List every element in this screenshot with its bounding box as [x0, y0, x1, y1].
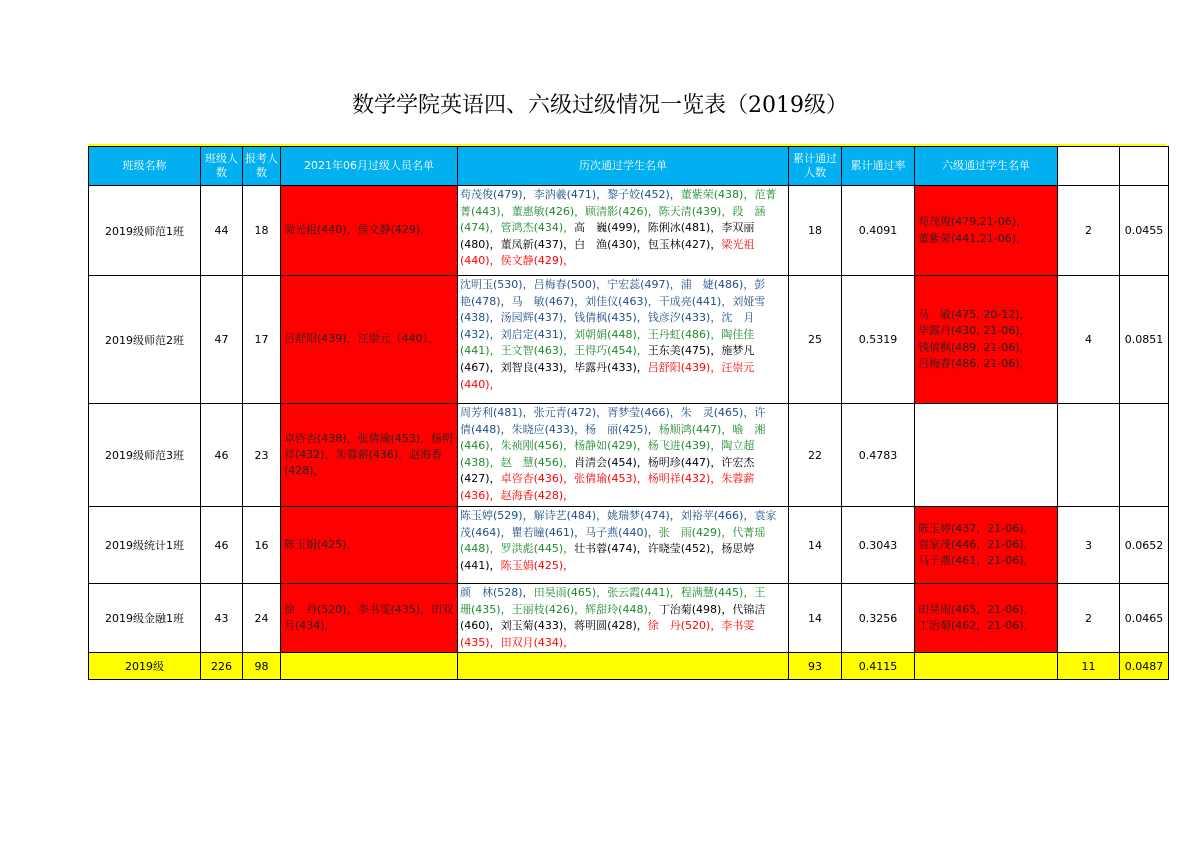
cet6-rate-cell: 0.0851	[1120, 276, 1169, 404]
history-pass-list-cell	[458, 186, 789, 276]
total-name-cell: 2019级	[89, 653, 201, 680]
table-row	[89, 276, 1169, 404]
cet6-rate-cell	[1120, 404, 1169, 507]
cet6-name-line: 董紫荣(441,21-06)，	[918, 231, 1028, 245]
cet6-count-cell: 3	[1058, 507, 1120, 584]
total-rate-cell: 0.4115	[842, 653, 915, 680]
total-row	[89, 653, 1169, 680]
passed-count-cell: 25	[789, 276, 842, 404]
cet6-pass-list-cell	[915, 404, 1058, 507]
header-blank-2	[1120, 147, 1169, 186]
cet6-name-line: 马子燕(461，21-06)，	[918, 554, 1035, 568]
pass-rate-cell: 0.3256	[842, 584, 915, 653]
passed-count-cell: 22	[789, 404, 842, 507]
history-pass-list-cell	[458, 507, 789, 584]
class-name-cell: 2019级师范3班	[89, 404, 201, 507]
table-row	[89, 584, 1169, 653]
applied-count-cell: 17	[243, 276, 281, 404]
history-name-segment: 沈明玉(530)，吕梅春(500)，宁宏蕊(497)，浦 婕(486)，彭 艳(478)，马 敏(467)，刘佳仪(463)，干成亮(441)，刘娅雪(438)，汤园辉(437)，钱倩枫(435)，钱彦汐(433)，沈 月(432)，刘启定(431)，	[460, 278, 777, 341]
cet6-pass-list-cell	[915, 276, 1058, 404]
header-blank-1	[1058, 147, 1120, 186]
cet6-count-cell: 4	[1058, 276, 1120, 404]
cet6-count-cell: 2	[1058, 186, 1120, 276]
history-name-segment: 田昊雨(465)，张云霞(441)，程满慧(445)，王 珊(435)，王丽枝(426)，辉甜玲(448)，	[460, 586, 777, 616]
applied-count-cell: 18	[243, 186, 281, 276]
cet6-pass-list-cell	[915, 584, 1058, 653]
history-name-segment: 壮书蓉(474)，许晓莹(452)，杨思婷(441)，	[460, 542, 755, 572]
total-six-cell	[915, 653, 1058, 680]
passed-count-cell: 14	[789, 584, 842, 653]
applied-count-cell: 24	[243, 584, 281, 653]
cet6-name-line: 苟茂俊(479,21-06)，	[918, 215, 1028, 229]
history-name-segment: 杨顺鸿(447)，喻 湘(446)，朱祯刚(456)，杨静如(429)，杨飞进(439)，陶立超(438)，赵 慧(456)，	[460, 422, 766, 469]
history-name-segment: 徐 丹(520)，李书雯(435)，田双月(434)，	[460, 619, 755, 649]
history-name-segment: 梁光祖(440)，侯文静(429)，	[460, 237, 755, 268]
history-name-segment: 张 雨(429)，代菁瑶(448)，罗洪彪(445)，	[460, 525, 766, 556]
class-size-cell: 46	[201, 404, 243, 507]
class-size-cell: 46	[201, 507, 243, 584]
class-size-cell: 43	[201, 584, 243, 653]
applied-count-cell: 23	[243, 404, 281, 507]
history-name-segment: 王东美(475)，施梦凡(467)，刘智良(433)，毕露丹(433)，	[460, 344, 755, 374]
history-pass-list-cell	[458, 404, 789, 507]
history-name-segment: 卓咨杏(436)，张倩瑜(453)，杨明祥(432)，朱蓉薪(436)，赵海香(428)，	[460, 472, 755, 502]
class-size-cell: 44	[201, 186, 243, 276]
total-applied-cell: 98	[243, 653, 281, 680]
table-row	[89, 186, 1169, 276]
cet6-name-line: 丁治菊(462，21-06)，	[918, 619, 1035, 633]
pass-rate-cell: 0.5319	[842, 276, 915, 404]
cet6-rate-cell: 0.0465	[1120, 584, 1169, 653]
total-passed-cell: 93	[789, 653, 842, 680]
class-name-cell: 2019级师范1班	[89, 186, 201, 276]
passed-count-cell: 18	[789, 186, 842, 276]
table-row	[89, 404, 1169, 507]
table-row	[89, 507, 1169, 584]
history-pass-list-cell	[458, 584, 789, 653]
cet6-rate-cell: 0.0455	[1120, 186, 1169, 276]
total-size-cell: 226	[201, 653, 243, 680]
pass-rate-cell: 0.3043	[842, 507, 915, 584]
history-pass-list-cell	[458, 276, 789, 404]
history-name-segment: 苟茂俊(479)，李汭羲(471)，黎子姣(452)，	[460, 188, 681, 201]
history-name-segment: 丁治菊(498)，代锦洁(460)，刘玉菊(433)，蒋明圆(428)，	[460, 602, 766, 633]
page-title: 数学学院英语四、六级过级情况一览表（2019级）	[352, 93, 848, 118]
june-pass-list-cell: 卓咨杏(438)，张倩瑜(453)，杨明祥(432)，朱蓉薪(436)，赵海香(428)，	[281, 404, 458, 507]
history-name-segment: 周芳利(481)，张元青(472)，胥梦莹(466)，朱 灵(465)，许 倩(448)，朱晓应(433)，杨 丽(425)，	[460, 406, 777, 436]
history-name-segment: 陈玉娟(425)，	[500, 558, 575, 572]
history-name-segment: 肖清会(454)，杨明珍(447)，许宏杰(427)，	[460, 455, 755, 486]
history-name-segment: 刘朝娟(448)，王丹虹(486)，陶佳佳(441)，王文智(463)，王得巧(454)，	[460, 327, 755, 358]
june-pass-list-cell: 陈玉娟(425)，	[281, 507, 458, 584]
history-name-segment: 高 巍(499)，陈俐冰(481)，李双丽(480)，董凤新(437)，白 渔(430)，包玉林(427)，	[460, 221, 755, 251]
cet6-name-line: 毕露丹(430, 21-06)，	[918, 324, 1031, 338]
class-name-cell: 2019级统计1班	[89, 507, 201, 584]
class-name-cell: 2019级金融1班	[89, 584, 201, 653]
june-pass-list-cell: 梁光祖(440)，侯文静(429)，	[281, 186, 458, 276]
history-name-segment: 段 涵(474)，管鸿杰(434)，	[460, 204, 766, 235]
pass-rate-cell: 0.4091	[842, 186, 915, 276]
header-row	[89, 147, 1169, 186]
header-pass-rate: 累计通过率	[842, 147, 915, 186]
cet6-name-line: 田昊雨(465，21-06)，	[918, 602, 1035, 616]
history-name-segment: 范菁菁(443)，董惠敏(426)，顾清影(426)，陈天清(439)，	[460, 188, 777, 218]
total-june-cell	[281, 653, 458, 680]
header-history-list: 历次通过学生名单	[458, 147, 789, 186]
cet6-name-line: 陈玉婷(437，21-06)，	[918, 521, 1035, 535]
history-name-segment: 陈玉婷(529)，解诗艺(484)，姚瑞梦(474)，刘裕苹(466)，袁家茂(464)，瞿若瞳(461)，马子燕(440)，	[460, 509, 777, 539]
cet6-count-cell	[1058, 404, 1120, 507]
june-pass-list-cell: 徐 丹(520)，李书雯(435)，田双月(434)，	[281, 584, 458, 653]
results-table	[88, 146, 1169, 680]
history-name-segment: 颜 林(528)，	[460, 586, 534, 599]
cet6-name-line: 吕梅春(486, 21-06)，	[918, 356, 1031, 370]
class-size-cell: 47	[201, 276, 243, 404]
header-june-list: 2021年06月过级人员名单	[281, 147, 458, 186]
header-passed-count: 累计通过人数	[789, 147, 842, 186]
history-name-segment: 吕舒阳(439)，汪崇元(440)，	[460, 360, 755, 391]
history-name-segment: 董紫荣(438)，	[680, 188, 755, 201]
total-history-cell	[458, 653, 789, 680]
cet6-pass-list-cell	[915, 186, 1058, 276]
header-cet6-list: 六级通过学生名单	[915, 147, 1058, 186]
header-class-name: 班级名称	[89, 147, 201, 186]
cet6-rate-cell: 0.0652	[1120, 507, 1169, 584]
total-six-count-cell: 11	[1058, 653, 1120, 680]
june-pass-list-cell: 吕舒阳(439)，汪崇元（440），	[281, 276, 458, 404]
cet6-pass-list-cell	[915, 507, 1058, 584]
cet6-name-line: 马 敏(475, 20-12)，	[918, 308, 1031, 322]
cet6-count-cell: 2	[1058, 584, 1120, 653]
class-name-cell: 2019级师范2班	[89, 276, 201, 404]
total-six-rate-cell: 0.0487	[1120, 653, 1169, 680]
header-applied: 报考人数	[243, 147, 281, 186]
applied-count-cell: 16	[243, 507, 281, 584]
cet6-name-line: 袁家茂(446，21-06)，	[918, 537, 1035, 551]
pass-rate-cell: 0.4783	[842, 404, 915, 507]
cet6-name-line: 钱倩枫(489, 21-06)，	[918, 340, 1031, 354]
passed-count-cell: 14	[789, 507, 842, 584]
header-class-size: 班级人数	[201, 147, 243, 186]
